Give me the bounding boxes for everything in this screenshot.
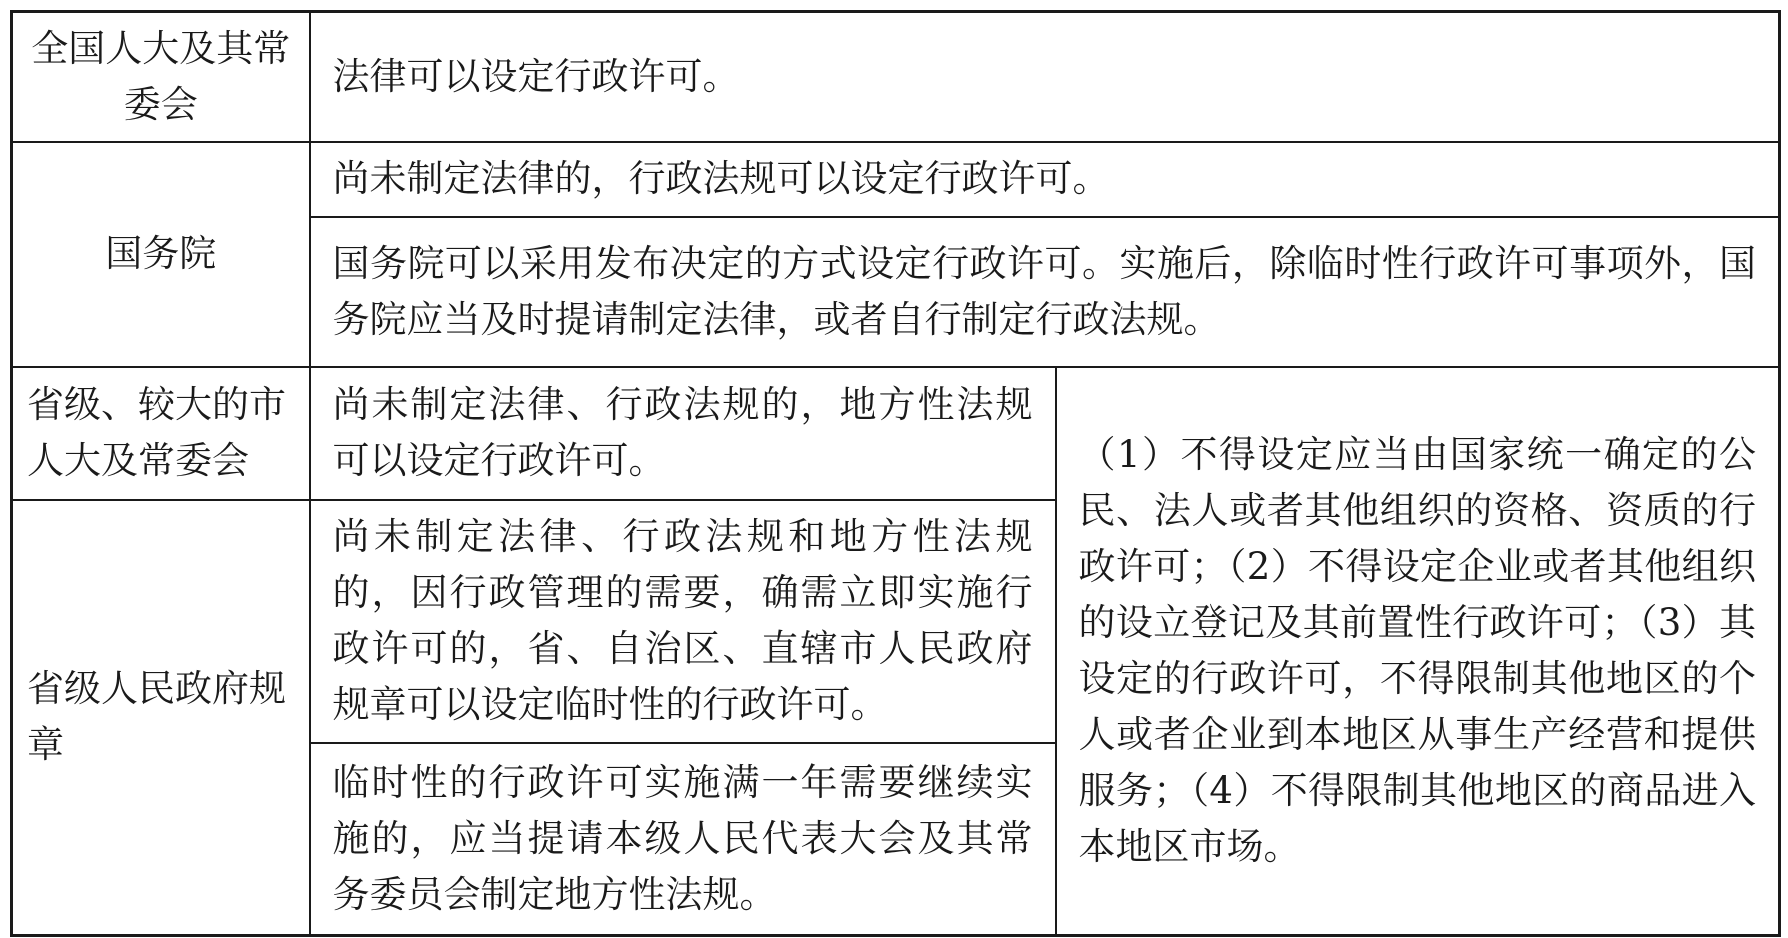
authority-cell-local-congress: 省级、较大的市人大及常委会 [12,367,310,500]
table-row [12,12,1780,142]
content-cell-state-council-1: 尚未制定法律的，行政法规可以设定行政许可。 [310,142,1780,217]
licensing-authority-table [10,10,1781,937]
table-row [12,367,1780,500]
table-row [12,142,1780,217]
authority-cell-state-council: 国务院 [12,142,310,367]
authority-cell-npc: 全国人大及其常委会 [12,12,310,142]
content-cell-provincial-gov-2: 临时性的行政许可实施满一年需要继续实施的，应当提请本级人民代表大会及其常务委员会制定地方性法规。 [310,743,1056,936]
authority-cell-provincial-gov: 省级人民政府规章 [12,500,310,936]
content-cell-state-council-2: 国务院可以采用发布决定的方式设定行政许可。实施后，除临时性行政许可事项外，国务院应当及时提请制定法律，或者自行制定行政法规。 [310,217,1780,367]
content-cell-local-congress: 尚未制定法律、行政法规的，地方性法规可以设定行政许可。 [310,367,1056,500]
restrictions-cell: （1）不得设定应当由国家统一确定的公民、法人或者其他组织的资格、资质的行政许可；（2）不得设定企业或者其他组织的设立登记及其前置性行政许可；（3）其设定的行政许可，不得限制其他地区的个人或者企业到本地区从事生产经营和提供服务；（4）不得限制其他地区的商品进入本地区市场。 [1056,367,1780,936]
content-cell-provincial-gov-1: 尚未制定法律、行政法规和地方性法规的，因行政管理的需要，确需立即实施行政许可的，省、自治区、直辖市人民政府规章可以设定临时性的行政许可。 [310,500,1056,743]
content-cell-npc: 法律可以设定行政许可。 [310,12,1780,142]
